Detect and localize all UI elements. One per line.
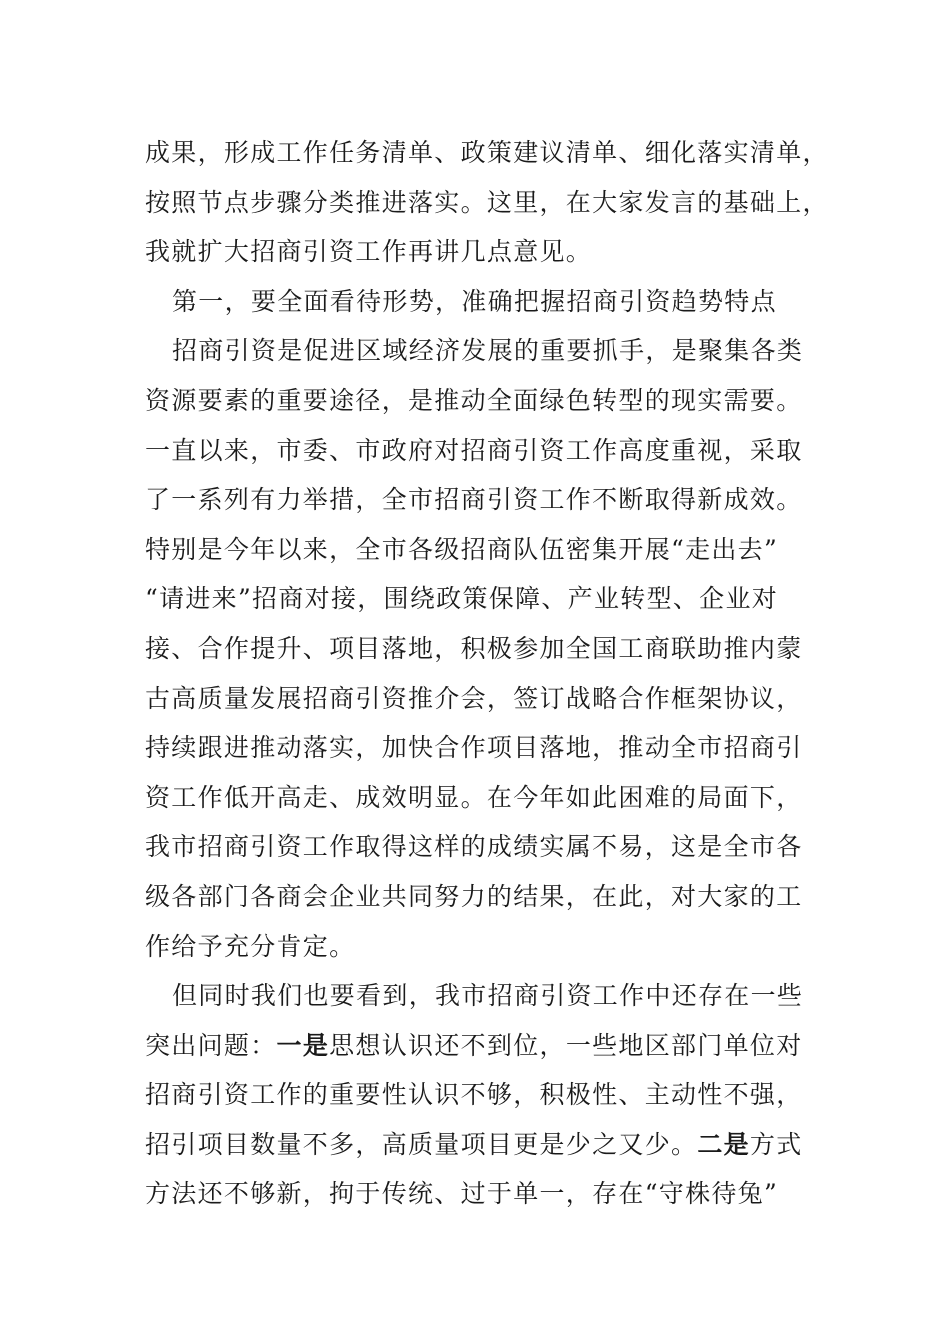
heading-text: 第一，要全面看待形势，准确把握招商引资趋势特点 xyxy=(172,286,777,316)
text-line: 作给予充分肯定。 xyxy=(145,931,356,961)
text-line: 成果，形成工作任务清单、政策建议清单、细化落实清单， xyxy=(145,138,829,167)
section-heading xyxy=(145,277,805,327)
text-line: 级各部门各商会企业共同努力的结果，在此，对大家的工 xyxy=(145,881,803,911)
text-line: 古高质量发展招商引资推介会，签订战略合作框架协议， xyxy=(145,683,803,713)
text-line: 资工作低开高走、成效明显。在今年如此困难的局面下， xyxy=(145,782,803,812)
text-line: “请进来”招商对接，围绕政策保障、产业转型、企业对 xyxy=(145,584,779,614)
text-line: 但同时我们也要看到，我市招商引资工作中还存在一些 xyxy=(172,981,804,1011)
paragraph-intro-continuation xyxy=(145,128,829,277)
document-page xyxy=(145,128,829,1219)
text-segment: 思想认识还不到位，一些地区部门单位对 xyxy=(329,1030,803,1060)
paragraph-problems xyxy=(145,971,805,1219)
text-line: 招商引资工作的重要性认识不够，积极性、主动性不强， xyxy=(145,1080,803,1110)
text-line: 了一系列有力举措，全市招商引资工作不断取得新成效。 xyxy=(145,485,803,515)
emphasis-second-point: 二是 xyxy=(697,1129,750,1159)
text-segment: 方式 xyxy=(749,1129,803,1159)
text-line: 接、合作提升、项目落地，积极参加全国工商联助推内蒙 xyxy=(145,633,803,663)
text-line: 招商引资是促进区域经济发展的重要抓手，是聚集各类 xyxy=(172,336,804,366)
text-line: 一直以来，市委、市政府对招商引资工作高度重视，采取 xyxy=(145,435,803,465)
text-line: 按照节点步骤分类推进落实。这里，在大家发言的基础上， xyxy=(145,187,829,217)
text-line-with-emphasis xyxy=(145,1021,805,1071)
text-line: 持续跟进推动落实，加快合作项目落地，推动全市招商引 xyxy=(145,733,803,763)
text-line: 特别是今年以来，全市各级招商队伍密集开展“走出去” xyxy=(145,534,779,564)
text-segment: 招引项目数量不多，高质量项目更是少之又少。 xyxy=(145,1129,698,1159)
text-segment: 突出问题： xyxy=(145,1030,277,1060)
emphasis-first-point: 一是 xyxy=(276,1030,330,1060)
text-line-with-emphasis xyxy=(145,1120,805,1170)
text-line: 我市招商引资工作取得这样的成绩实属不易，这是全市各 xyxy=(145,832,803,862)
text-line: 方法还不够新，拘于传统、过于单一，存在“守株待兔” xyxy=(145,1179,779,1209)
text-line: 我就扩大招商引资工作再讲几点意见。 xyxy=(145,237,593,267)
paragraph-investment-overview xyxy=(145,326,805,971)
text-line: 资源要素的重要途径，是推动全面绿色转型的现实需要。 xyxy=(145,385,803,415)
